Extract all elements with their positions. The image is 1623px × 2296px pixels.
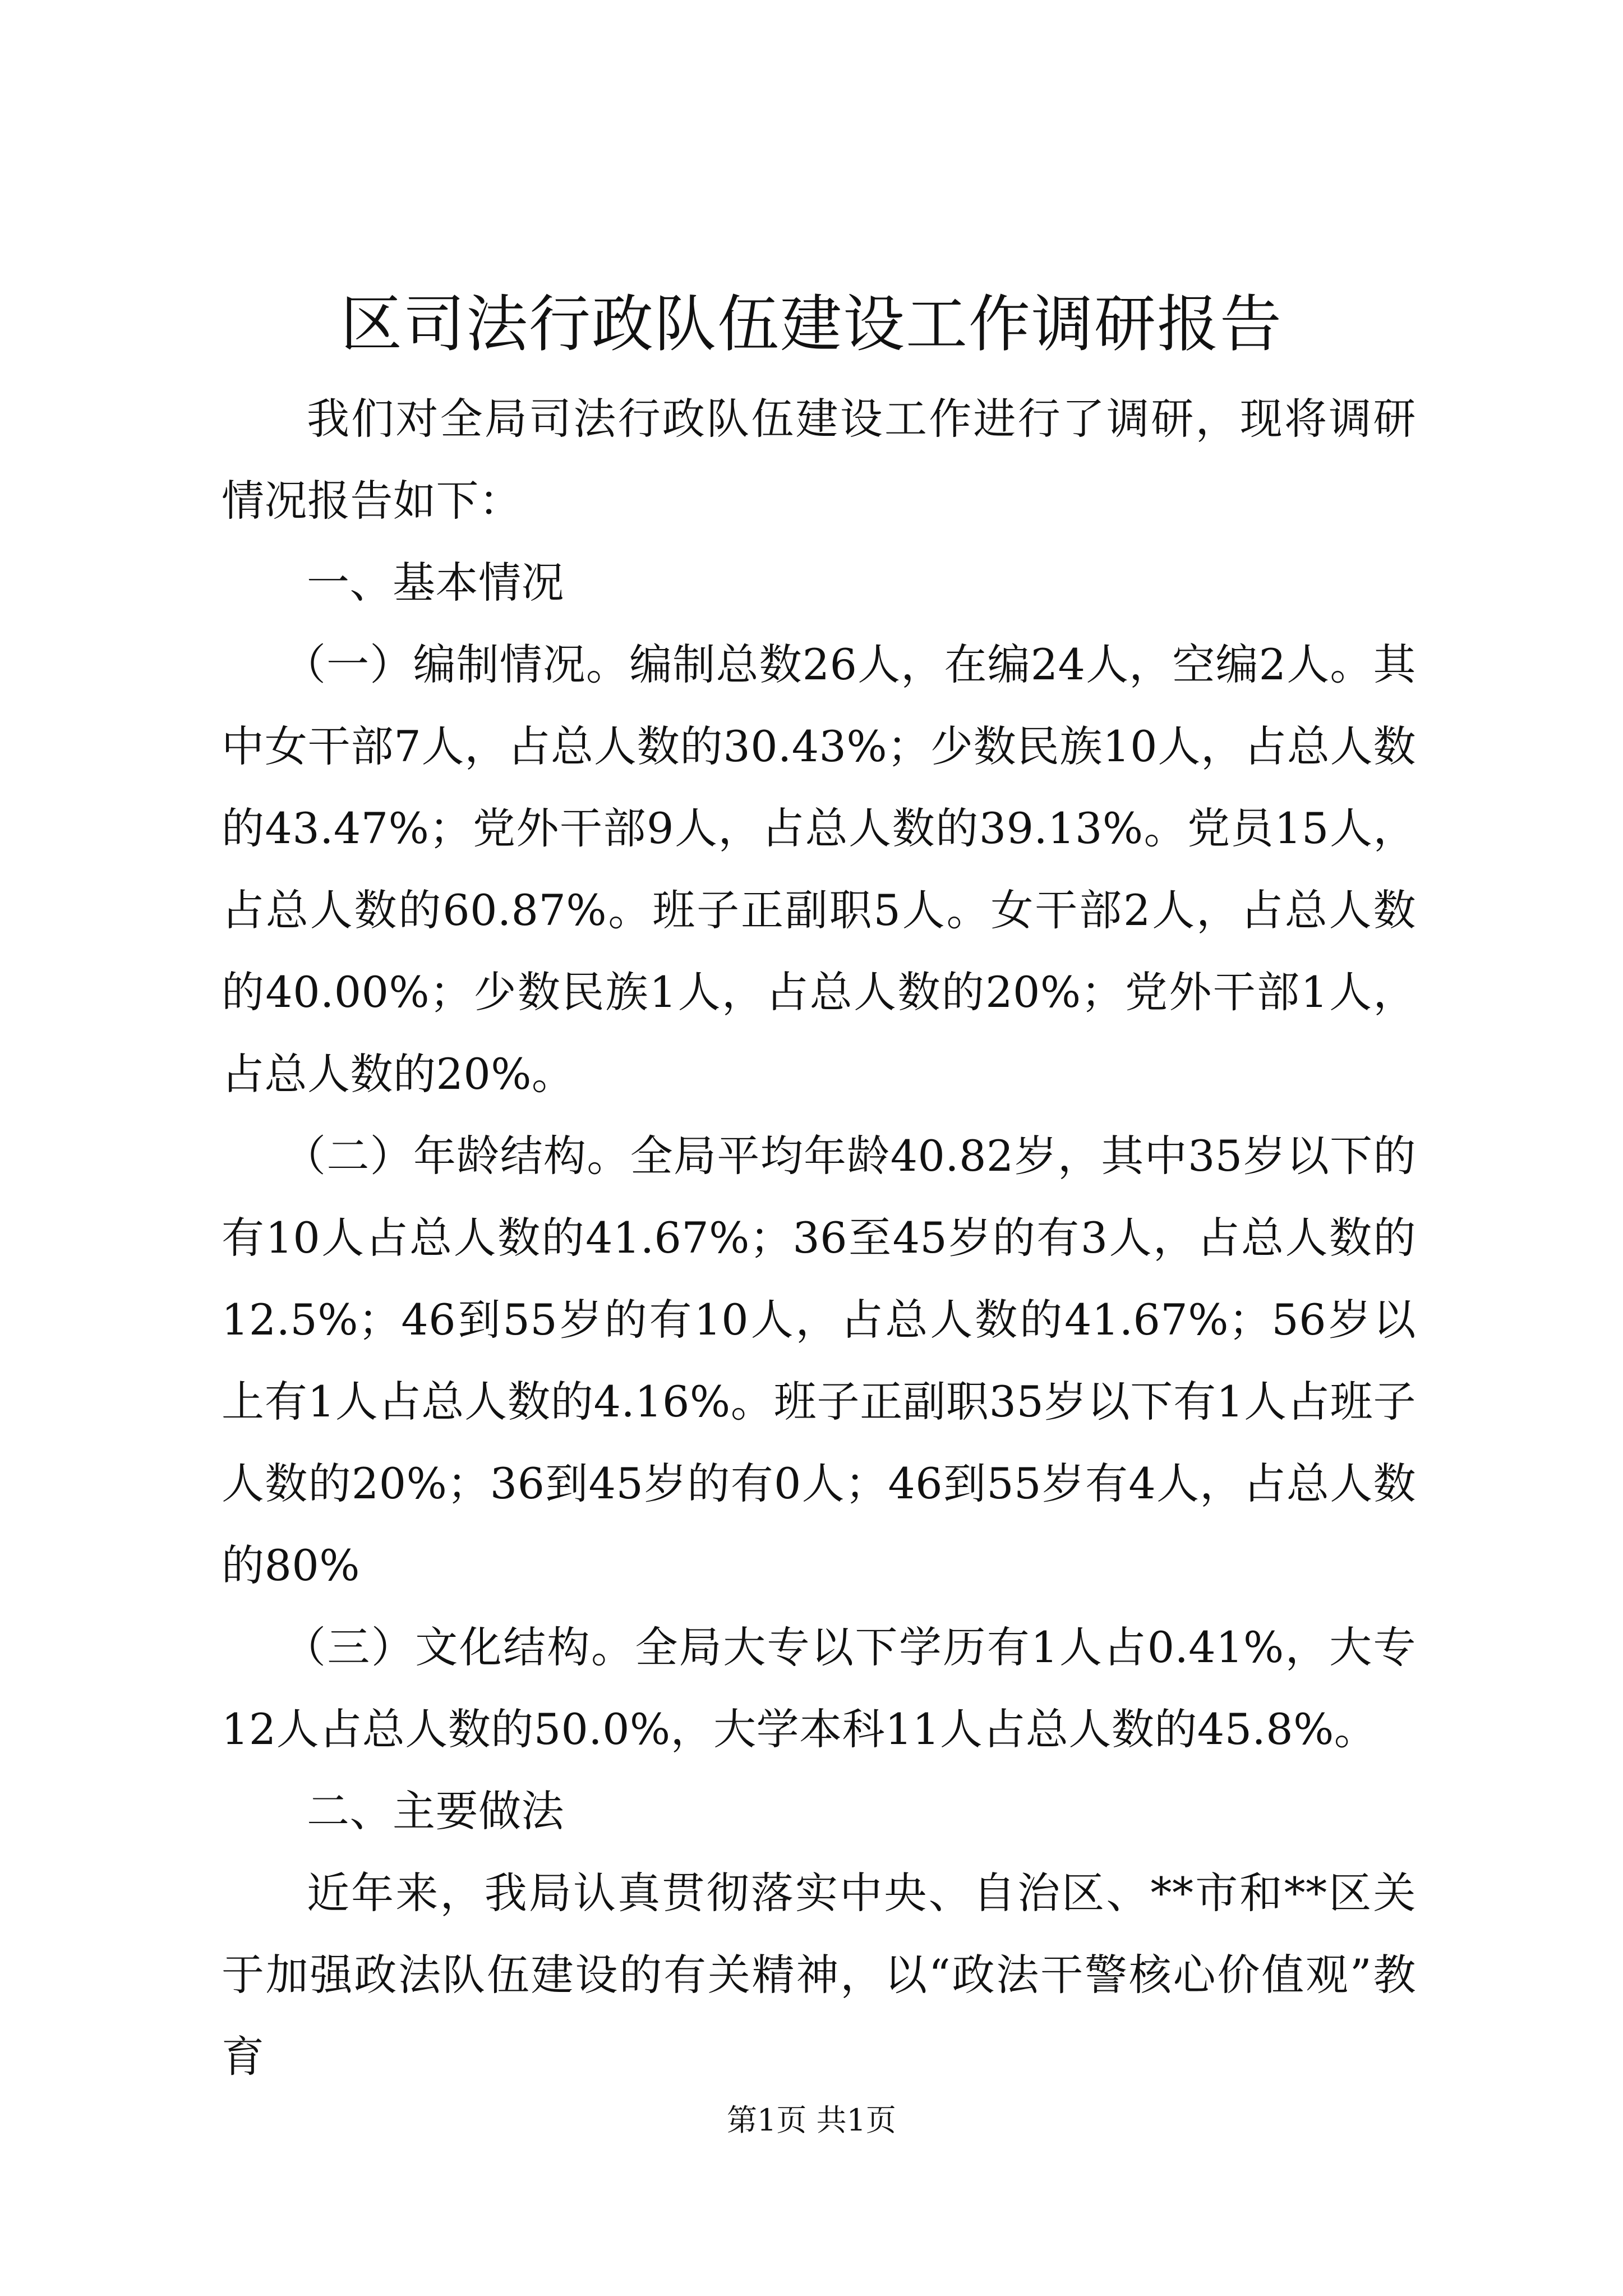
intro-paragraph: 我们对全局司法行政队伍建设工作进行了调研，现将调研情况报告如下：	[222, 394, 1416, 526]
document-body	[222, 378, 1416, 2098]
age-structure-paragraph: （二）年龄结构。全局平均年龄40.82岁，其中35岁以下的有10人占总人数的41.67%；36至45岁的有3人，占总人数的12.5%；46到55岁的有10人，占总人数的41.67%；56岁以上有1人占总人数的4.16%。班子正副职35岁以下有1人占班子人数的20%；36到45岁的有0人；46到55岁有4人，占总人数的80%	[222, 1131, 1416, 1590]
document-title: 区司法行政队伍建设工作调研报告	[340, 288, 1283, 360]
staffing-paragraph: （一）编制情况。编制总数26人，在编24人，空编2人。其中女干部7人，占总人数的30.43%；少数民族10人，占总人数的43.47%；党外干部9人，占总人数的39.13%。党员15人，占总人数的60.87%。班子正副职5人。女干部2人，占总人数的40.00%；少数民族1人，占总人数的20%；党外干部1人，占总人数的20%。	[222, 639, 1416, 1099]
page-footer: 第1页 共1页	[727, 2102, 896, 2138]
section-heading-basic-situation: 一、基本情况	[307, 558, 564, 608]
section-heading-main-practices: 二、主要做法	[307, 1786, 564, 1836]
education-structure-paragraph: （三）文化结构。全局大专以下学历有1人占0.41%，大专12人占总人数的50.0%，大学本科11人占总人数的45.8%。	[222, 1622, 1416, 1754]
practices-paragraph: 近年来，我局认真贯彻落实中央、自治区、**市和**区关于加强政法队伍建设的有关精神，以“政法干警核心价值观”教育	[222, 1868, 1416, 2082]
